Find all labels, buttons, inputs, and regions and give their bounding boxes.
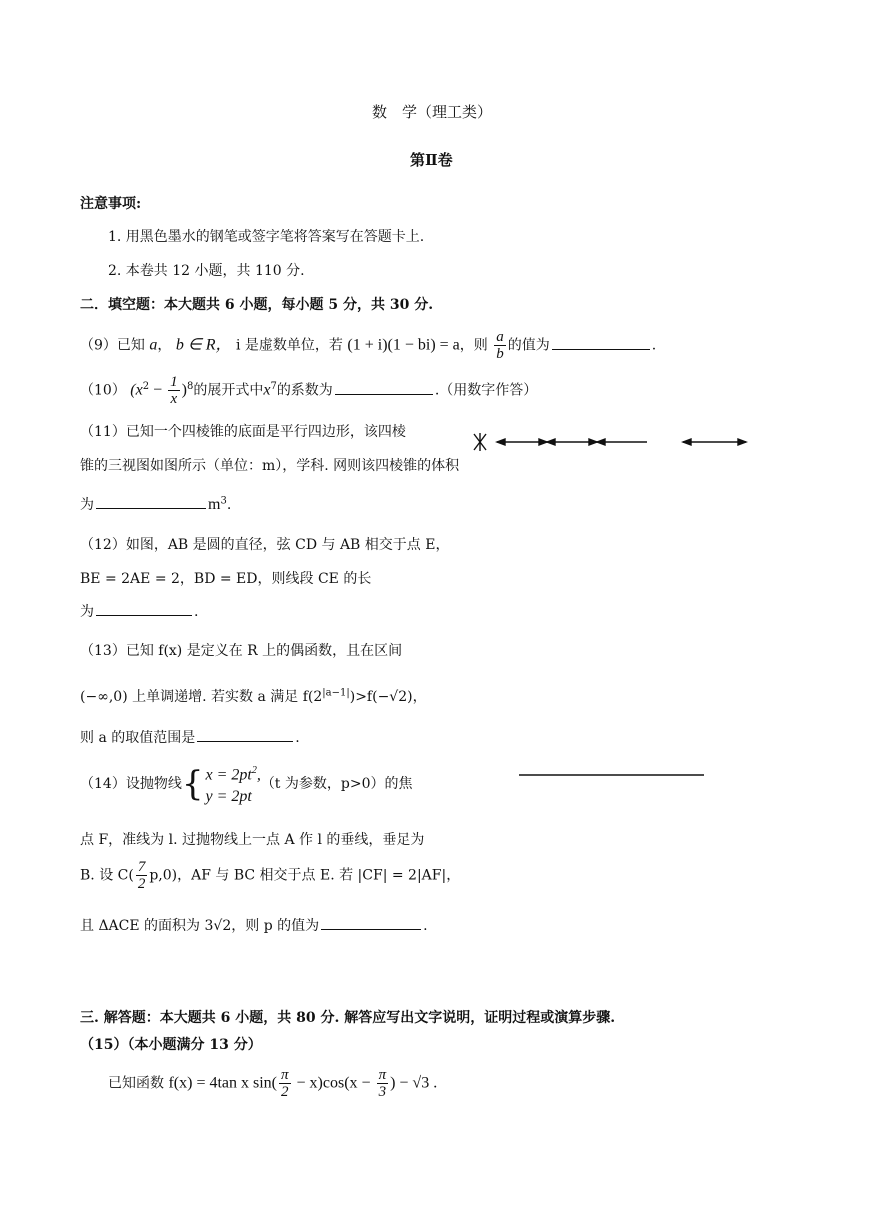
q10-exp2: 2	[142, 381, 150, 392]
q14-brace: {	[181, 764, 204, 805]
q13-line3-pre: 则 a 的取值范围是	[80, 730, 196, 746]
q9-expr: (1 + i)(1 − bi) = a	[347, 336, 460, 354]
q15-frac1-num: π	[281, 1067, 289, 1083]
q10-minus: −	[149, 381, 167, 399]
q14-num: （14）设抛物线	[80, 776, 182, 793]
q15-frac1-den: 2	[281, 1084, 289, 1100]
q10-text-b: 的系数为	[276, 382, 333, 399]
arrowhead-6	[683, 439, 691, 445]
q15-heading: （15）（本小题满分 13 分）	[80, 1037, 262, 1053]
q13-line2-a: (−∞,0) 上单调递增. 若实数 a 满足 f(2	[80, 689, 323, 705]
q9-b-in-r: b ∈ R，	[175, 336, 232, 354]
volume-title: 第Ⅱ卷	[410, 151, 453, 169]
q11-line-1: （11）已知一个四棱锥的底面是平行四边形，该四棱	[80, 424, 406, 440]
arrowhead-3	[547, 439, 555, 445]
q14-text-a: （t 为参数，p>0）的焦	[260, 776, 413, 793]
question-9: （9）已知 a， b ∈ R， i 是虚数单位，若 (1 + i)(1 − bi) = a，则 $\frac{a}{b}$ 的值为 .	[80, 329, 657, 362]
notes-item-1: 1. 用黑色墨水的钢笔或签字笔将答案写在答题卡上.	[108, 229, 425, 245]
q11-unit-exp: 3	[220, 495, 227, 507]
q10-text-c: .（用数字作答）	[434, 382, 538, 399]
q14-line3-a: B. 设 C(	[80, 867, 134, 884]
q10-frac-num: 1	[170, 374, 178, 391]
q14-line4-post: .	[423, 918, 428, 934]
arrowhead-1	[497, 439, 505, 445]
q13-line2-b: )>f(−√2)，	[349, 689, 427, 705]
q14-sys1-exp: 2	[251, 765, 257, 776]
q13-line2-exp: |a−1|	[322, 687, 350, 699]
q9-text-b: i 是虚数单位，若	[236, 337, 343, 354]
q9-var-a: a	[149, 336, 158, 354]
notes-heading: 注意事项:	[80, 196, 142, 212]
q12-line3-pre: 为	[80, 604, 94, 620]
q9-num: （9）	[80, 337, 117, 354]
q15-expr-c: ) − √3 .	[390, 1074, 438, 1092]
q15-frac2-den: 3	[378, 1084, 387, 1100]
arrowhead-7	[738, 439, 746, 445]
q10-text-a: 的展开式中	[193, 382, 264, 399]
q12-line-2: BE = 2AE = 2，BD = ED，则线段 CE 的长	[80, 571, 372, 587]
section3-heading: 三. 解答题：本大题共 6 小题，共 80 分. 解答应写出文字说明，证明过程或演算步骤.	[80, 1010, 616, 1026]
q11-line-2: 锥的三视图如图所示（单位：m），学科. 网则该四棱锥的体积	[80, 458, 460, 474]
three-view-arrows	[474, 433, 746, 451]
q9-frac-num: a	[496, 329, 504, 345]
q14-sys2: y = 2pt	[205, 788, 252, 806]
q15-expr-b: − x)cos(x −	[292, 1074, 375, 1092]
q10-expr-pre: (x	[130, 381, 143, 399]
q15-expr-a: f(x) = 4tan x sin(	[168, 1074, 278, 1092]
q14-frac-num: 7	[137, 859, 146, 875]
q9-text-d: 的值为	[507, 337, 550, 354]
q14-frac-den: 2	[137, 876, 146, 892]
q14-line3-b: p,0)，AF 与 BC 相交于点 E. 若 |CF| = 2|AF|，	[149, 867, 461, 884]
q14-sys1: x = 2pt	[205, 766, 252, 784]
q14-line-2: 点 F，准线为 l. 过抛物线上一点 A 作 l 的垂线，垂足为	[80, 832, 425, 848]
page-title: 数 学（理工类）	[372, 103, 493, 121]
q10-close: )	[181, 381, 187, 399]
q10-num: （10）	[80, 382, 126, 399]
q11-line3-post: .	[226, 497, 232, 513]
q12-line-1: （12）如图，AB 是圆的直径，弦 CD 与 AB 相交于点 E，	[80, 537, 450, 553]
q10-exp7: 7	[270, 381, 277, 392]
section2-heading: 二．填空题：本大题共 6 小题，每小题 5 分，共 30 分.	[80, 297, 434, 313]
q9-text-c: ，则	[459, 337, 488, 354]
q10-x7: x	[263, 381, 271, 399]
q13-line-1: （13）已知 f(x) 是定义在 R 上的偶函数，且在区间	[80, 643, 403, 659]
q15-frac2-num: π	[378, 1067, 387, 1083]
q9-frac-den: b	[496, 346, 504, 362]
q14-sys1-tail: ,	[256, 766, 261, 784]
q11-line3-pre: 为	[80, 497, 94, 513]
arrowhead-5	[597, 439, 605, 445]
q14-line4-pre: 且 ΔACE 的面积为 3√2，则 p 的值为	[80, 918, 320, 934]
q10-exp8: 8	[186, 381, 194, 392]
q10-frac-den: x	[170, 391, 178, 408]
notes-item-2: 2. 本卷共 12 小题，共 110 分.	[108, 263, 305, 279]
q12-line3-post: .	[194, 604, 199, 620]
q13-line3-post: .	[295, 730, 300, 746]
q9-text-a: 已知	[116, 337, 145, 354]
q11-unit: m	[208, 496, 221, 513]
q15-text-a: 已知函数	[108, 1075, 164, 1092]
